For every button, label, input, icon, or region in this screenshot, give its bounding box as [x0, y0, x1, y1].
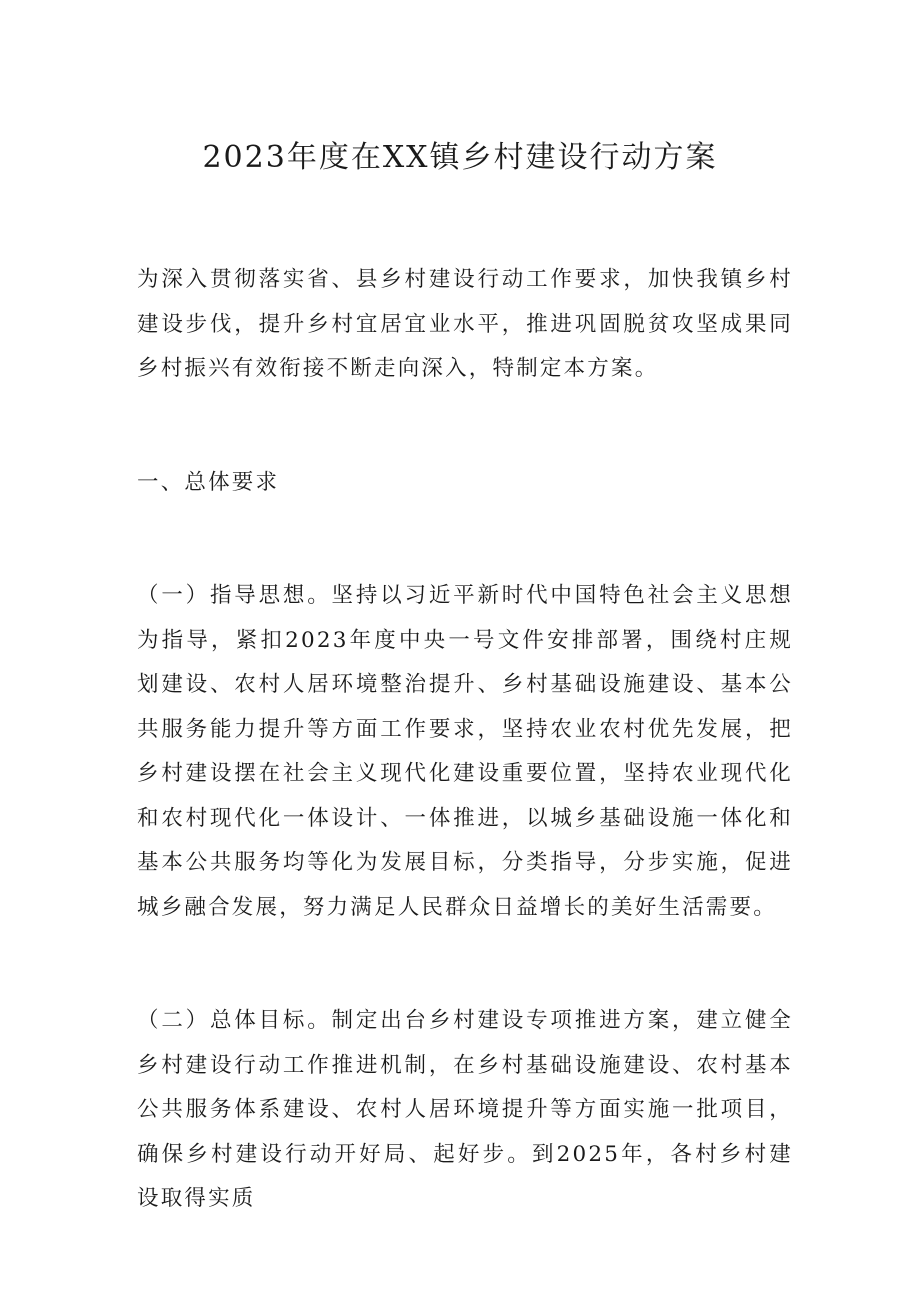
section-heading-general-requirements: 一、总体要求: [137, 469, 280, 495]
document-title: 2023年度在XX镇乡村建设行动方案: [202, 140, 718, 175]
guiding-thought-paragraph: （一）指导思想。坚持以习近平新时代中国特色社会主义思想为指导，紧扣2023年度中央一号文件安排部署，围绕村庄规划建设、农村人居环境整治提升、乡村基础设施建设、基本公共服务能力提升等方面工作要求，坚持农业农村优先发展，把乡村建设摆在社会主义现代化建设重要位置，坚持农业现代化和农村现代化一体设计、一体推进，以城乡基础设施一体化和基本公共服务均等化为发展目标，分类指导，分步实施，促进城乡融合发展，努力满足人民群众日益增长的美好生活需要。: [137, 583, 793, 920]
overall-goal-paragraph: （二）总体目标。制定出台乡村建设专项推进方案，建立健全乡村建设行动工作推进机制，在乡村基础设施建设、农村基本公共服务体系建设、农村人居环境提升等方面实施一批项目，确保乡村建设行动开好局、起好步。到2025年，各村乡村建设取得实质: [137, 1008, 793, 1211]
document-body: [137, 258, 793, 1222]
intro-paragraph: 为深入贯彻落实省、县乡村建设行动工作要求，加快我镇乡村建设步伐，提升乡村宜居宜业水平，推进巩固脱贫攻坚成果同乡村振兴有效衔接不断走向深入，特制定本方案。: [137, 267, 793, 381]
